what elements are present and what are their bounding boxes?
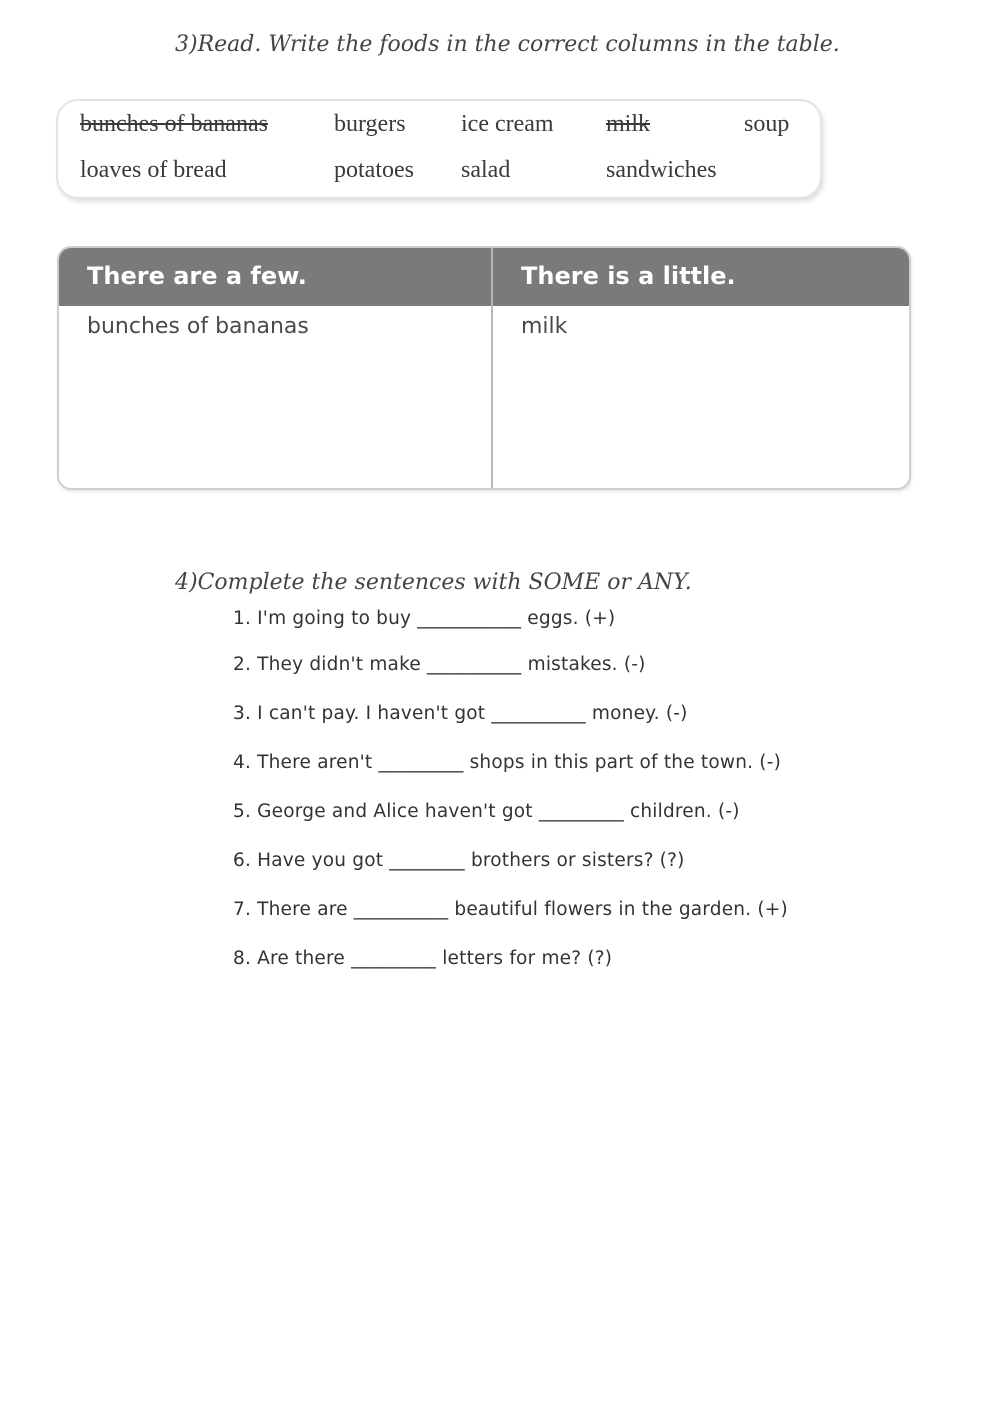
column-header-a-little: There is a little.: [521, 262, 736, 290]
sentence-7[interactable]: 7. There are __________ beautiful flowers in the garden. (+): [233, 899, 788, 920]
sentence-2[interactable]: 2. They didn't make __________ mistakes. (-): [233, 654, 646, 675]
answer-table: [57, 246, 911, 490]
word-bunches-of-bananas: bunches of bananas: [80, 111, 268, 137]
exercise-3-title: 3)Read. Write the foods in the correct columns in the table.: [175, 32, 840, 57]
word-soup: soup: [744, 111, 790, 137]
word-milk: milk: [606, 111, 651, 137]
sentence-6[interactable]: 6. Have you got ________ brothers or sisters? (?): [233, 850, 685, 871]
word-burgers: burgers: [334, 111, 406, 137]
sentence-5[interactable]: 5. George and Alice haven't got _________ children. (-): [233, 801, 740, 822]
column-divider: [491, 248, 493, 488]
word-potatoes: potatoes: [334, 157, 414, 183]
exercise-4-title: 4)Complete the sentences with SOME or ANY.: [175, 570, 692, 595]
table-header: [59, 248, 909, 306]
word-salad: salad: [461, 157, 511, 183]
answer-cell-a-few[interactable]: bunches of bananas: [87, 314, 309, 339]
sentence-4[interactable]: 4. There aren't _________ shops in this part of the town. (-): [233, 752, 781, 773]
word-ice-cream: ice cream: [461, 111, 554, 137]
answer-cell-a-little[interactable]: milk: [521, 314, 568, 339]
sentence-3[interactable]: 3. I can't pay. I haven't got __________ money. (-): [233, 703, 688, 724]
word-sandwiches: sandwiches: [606, 157, 717, 183]
word-loaves-of-bread: loaves of bread: [80, 157, 227, 183]
column-header-a-few: There are a few.: [87, 262, 307, 290]
sentence-1[interactable]: 1. I'm going to buy ___________ eggs. (+): [233, 608, 616, 629]
sentence-8[interactable]: 8. Are there _________ letters for me? (?): [233, 948, 613, 969]
word-box: [56, 99, 822, 199]
